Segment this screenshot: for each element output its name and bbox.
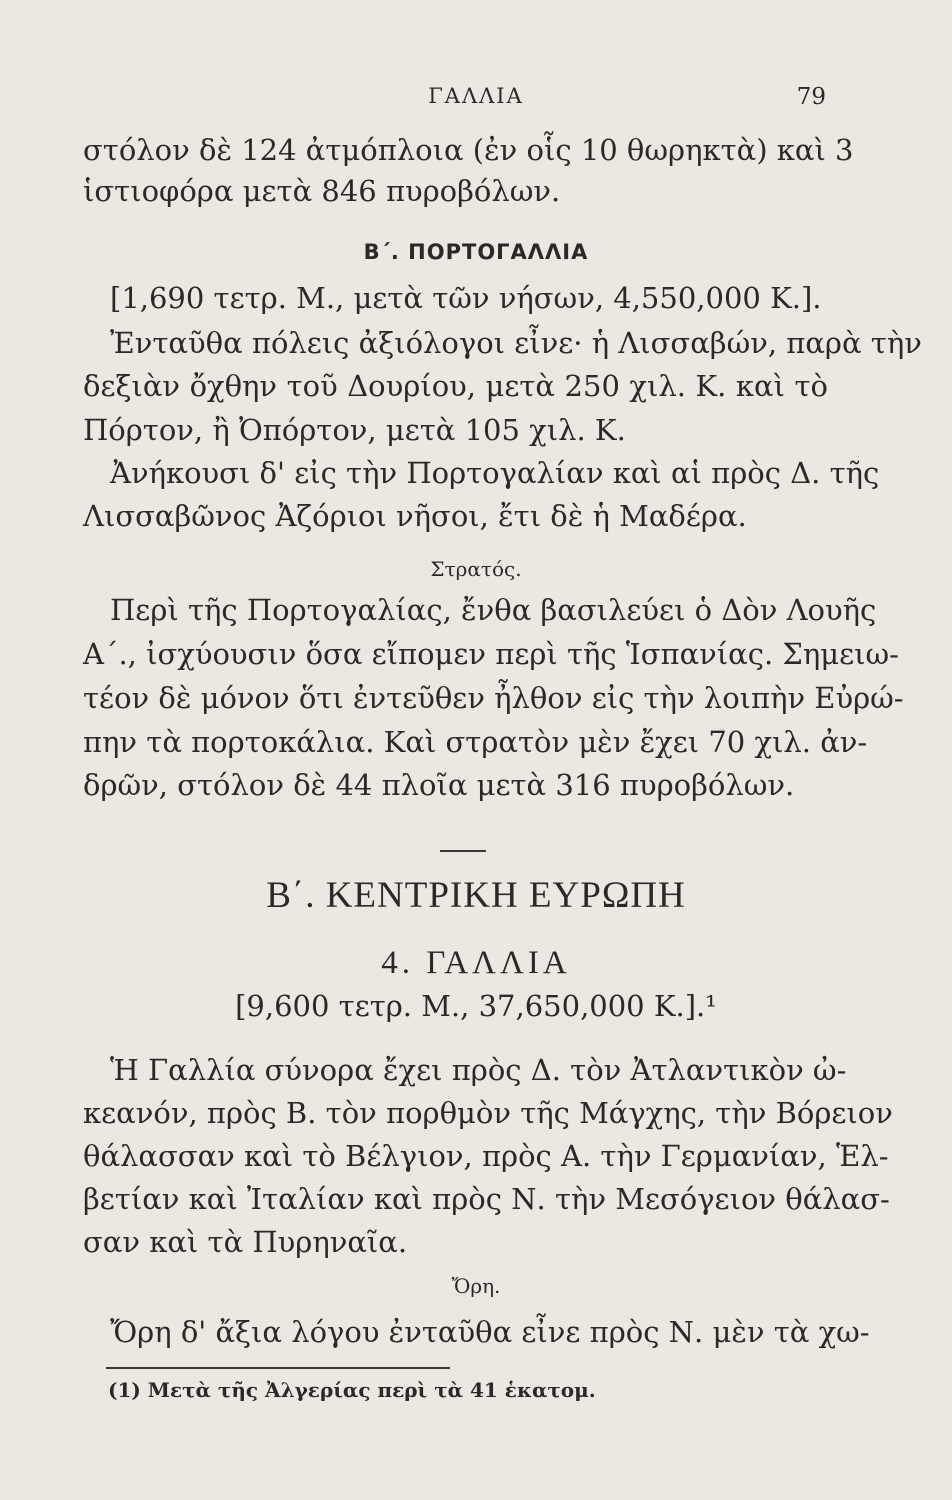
text-line: Ἐνταῦθα πόλεις ἀξιόλογοι εἶνε· ἡ Λισσαβών, παρὰ τὴν <box>110 326 922 360</box>
area-population-line: [9,600 τετρ. Μ., 37,650,000 Κ.].¹ <box>235 989 717 1023</box>
text-line: δεξιὰν ὄχθην τοῦ Δουρίου, μετὰ 250 χιλ. Κ. καὶ τὸ <box>83 369 828 403</box>
footnote: (1) Μετὰ τῆς Ἀλγερίας περὶ τὰ 41 ἑκατομ. <box>108 1378 596 1402</box>
text-line: Ἡ Γαλλία σύνορα ἔχει πρὸς Δ. τὸν Ἀτλαντικὸν ὠ- <box>110 1053 847 1087</box>
text-line: ἱστιοφόρα μετὰ 846 πυροβόλων. <box>83 174 561 208</box>
text-line: Ὄρη δ' ἄξια λόγου ἐνταῦθα εἶνε πρὸς Ν. μὲν τὰ χω- <box>110 1315 870 1349</box>
text-line: στόλον δὲ 124 ἀτμόπλοια (ἐν οἷς 10 θωρηκτὰ) καὶ 3 <box>83 133 854 167</box>
text-line: Ἀνήκουσι δ' εἰς τὴν Πορτογαλίαν καὶ αἱ πρὸς Δ. τῆς <box>110 456 880 490</box>
text-line: βετίαν καὶ Ἰταλίαν καὶ πρὸς Ν. τὴν Μεσόγειον θάλασ- <box>83 1182 890 1216</box>
chapter-heading-france: 4. ΓΑΛΛΙΑ <box>381 945 571 981</box>
text-line: κεανόν, πρὸς Β. τὸν πορθμὸν τῆς Μάγχης, τὴν Βόρειον <box>83 1096 893 1130</box>
text-line: σαν καὶ τὰ Πυρηναῖα. <box>83 1225 408 1259</box>
text-line: δρῶν, στόλον δὲ 44 πλοῖα μετὰ 316 πυροβόλων. <box>83 768 795 802</box>
section-heading-portugal: Β΄. ΠΟΡΤΟΓΑΛΛΙΑ <box>363 240 589 264</box>
part-heading-central-europe: Β΄. ΚΕΝΤΡΙΚΗ ΕΥΡΩΠΗ <box>266 875 686 916</box>
text-line: [1,690 τετρ. Μ., μετὰ τῶν νήσων, 4,550,000 Κ.]. <box>110 281 822 315</box>
running-title: ΓΑΛΛΙΑ <box>428 84 524 108</box>
text-line: Πόρτον, ἢ Ὀπόρτον, μετὰ 105 χιλ. Κ. <box>83 413 626 447</box>
subheading-army: Στρατός. <box>430 557 522 581</box>
text-line: Α΄., ἰσχύουσιν ὅσα εἴπομεν περὶ τῆς Ἱσπανίας. Σημειω- <box>83 637 899 671</box>
text-line: Περὶ τῆς Πορτογαλίας, ἔνθα βασιλεύει ὁ Δὸν Λουῆς <box>110 593 877 627</box>
text-line: τέον δὲ μόνον ὅτι ἐντεῦθεν ἦλθον εἰς τὴν λοιπὴν Εὐρώ- <box>83 681 904 715</box>
page-number: 79 <box>796 84 826 110</box>
text-line: Λισσαβῶνος Ἀζόριοι νῆσοι, ἔτι δὲ ἡ Μαδέρα. <box>83 499 747 533</box>
footnote-rule <box>106 1367 450 1369</box>
subheading-mountains: Ὄρη. <box>451 1274 501 1298</box>
text-line: θάλασσαν καὶ τὸ Βέλγιον, πρὸς Α. τὴν Γερμανίαν, Ἑλ- <box>83 1139 889 1173</box>
running-header <box>0 84 952 114</box>
section-divider <box>440 850 486 852</box>
text-line: πην τὰ πορτοκάλια. Καὶ στρατὸν μὲν ἔχει 70 χιλ. ἀν- <box>83 725 868 759</box>
